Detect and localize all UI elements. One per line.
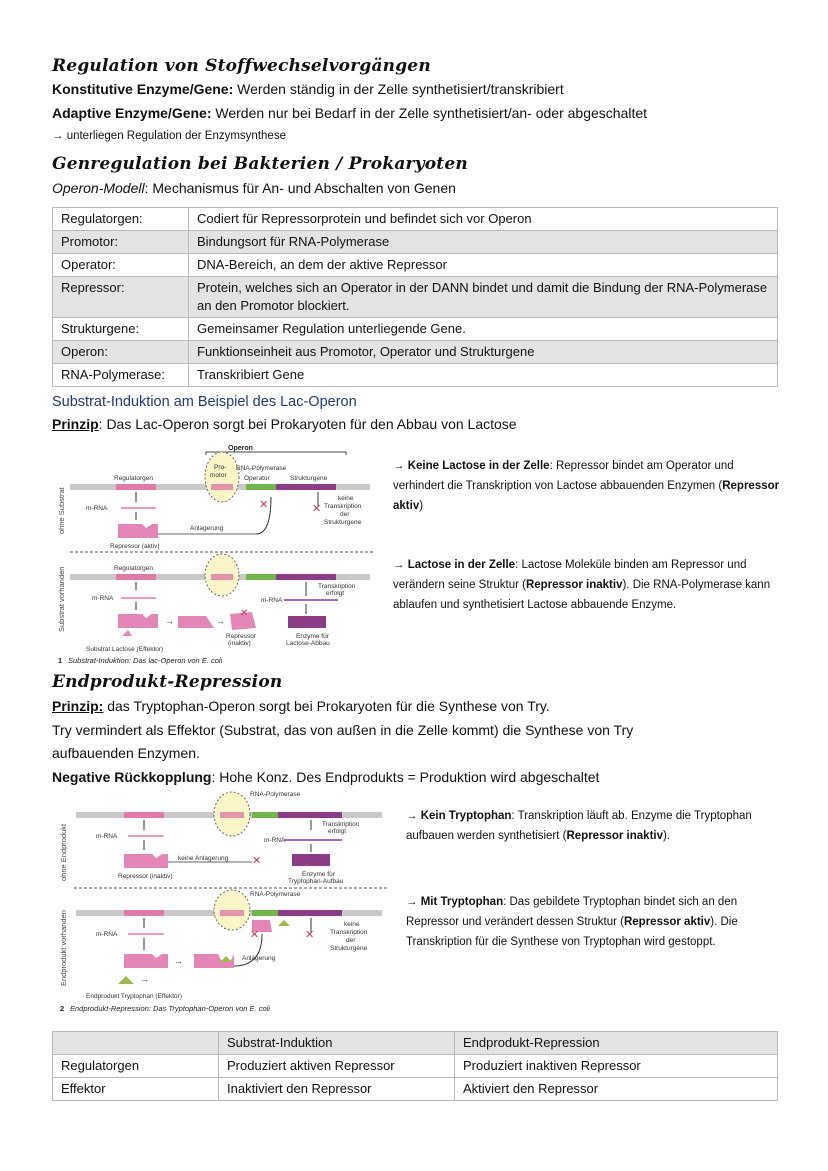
- operon-model-text: : Mechanismus für An- und Abschalten von Genen: [144, 180, 456, 196]
- try-note-2: [406, 892, 786, 952]
- operon-label: Operon: [228, 445, 253, 452]
- comparison-row-label: Effektor: [53, 1078, 219, 1101]
- try-keine-label-b: Transkription: [330, 929, 368, 936]
- transkription-label-b: erfolgt: [326, 590, 345, 597]
- lac-note1-text: : Repressor bindet am Operator und verhindert die Transkription von Lactose abbauenden Enzymen (: [393, 460, 734, 492]
- try-mrna-label-3: m-RNA: [96, 931, 118, 938]
- regulatorgen-segment-2: [116, 574, 156, 580]
- regulatorgen-segment-1: [116, 484, 156, 490]
- repressor-inaktiv-label-a: Repressor: [226, 633, 256, 640]
- try-block-x-icon-1: ✕: [252, 855, 262, 867]
- try-repressor-shape-2: [124, 954, 168, 968]
- definition-term: Operon:: [53, 341, 189, 364]
- keine-label-a: keine: [338, 495, 354, 502]
- try-promotor-segment-1: [220, 812, 244, 818]
- lac-note1-bold: → Keine Lactose in der Zelle: [393, 460, 550, 472]
- operon-model-label: Operon-Modell: [52, 180, 145, 196]
- comparison-cell: Inaktiviert den Repressor: [219, 1078, 455, 1101]
- try-transkription-label-a: Transkription: [322, 821, 360, 828]
- try-operator-segment-1: [252, 812, 278, 818]
- try-enzyme-label-a: Enzyme für: [302, 871, 335, 878]
- comparison-cell: Produziert inaktiven Repressor: [455, 1055, 778, 1078]
- repressor-shape-2: [118, 614, 158, 628]
- mrna-label-2: m-RNA: [92, 595, 114, 602]
- definition-term: Operator:: [53, 254, 189, 277]
- definition-term: Promotor:: [53, 231, 189, 254]
- side-label-ohne-endprodukt: ohne Endprodukt: [59, 823, 68, 881]
- try-enzyme-shape: [292, 854, 330, 866]
- operon-model-line: [52, 179, 456, 197]
- lac-prinzip-text: : Das Lac-Operon sorgt bei Prokaryoten für den Abbau von Lactose: [98, 416, 517, 432]
- comparison-cell: Produziert aktiven Repressor: [219, 1055, 455, 1078]
- substrat-shape: [122, 630, 132, 636]
- repressor-aktiv-shape: [118, 524, 158, 538]
- try-strukturgene-segment-2: [278, 910, 342, 916]
- enzyme-label-b: Lactose-Abbau: [286, 640, 330, 647]
- lac-note1-end: ): [419, 500, 424, 512]
- lac-prinzip-label: Prinzip: [52, 416, 99, 432]
- keine-label-b: Transkription: [324, 503, 362, 510]
- promotor-segment-1: [211, 484, 233, 490]
- definition-term: RNA-Polymerase:: [53, 364, 189, 387]
- konstitutive-text: Werden ständig in der Zelle synthetisiert/transkribiert: [233, 81, 564, 97]
- try-prinzip-text: das Tryptophan-Operon sorgt bei Prokaryoten für die Synthese von Try.: [103, 698, 550, 714]
- try-note2-bold2: Repressor aktiv: [623, 916, 711, 928]
- promotor-label-b: motor: [210, 472, 227, 479]
- definition-text: Transkribiert Gene: [189, 364, 778, 387]
- transkription-label-a: Transkription: [318, 583, 356, 590]
- try-prinzip-line: [52, 697, 550, 715]
- lac-prinzip-line: [52, 415, 517, 433]
- lac-note2-bold2: Repressor inaktiv: [525, 579, 623, 591]
- try-line-3: aufbauenden Enzymen.: [52, 745, 200, 761]
- definition-row: [53, 341, 778, 364]
- definition-text: Protein, welches sich an Operator in der DANN bindet und damit die Bindung der RNA-Polymerase an den Promotor blockiert.: [189, 277, 778, 318]
- arrow-right-2: →: [216, 616, 225, 626]
- figure1-caption-number: 1: [58, 656, 63, 665]
- try-note-1: [406, 806, 786, 846]
- try-note2-bold: → Mit Tryptophan: [406, 896, 504, 908]
- comparison-header-cell: Endprodukt-Repression: [455, 1032, 778, 1055]
- try-regulatorgen-segment-2: [124, 910, 164, 916]
- side-label-substrat-vorhanden: Substrat vorhanden: [57, 566, 66, 632]
- anlagerung-label-1: Anlagerung: [190, 525, 224, 532]
- comparison-header-row: [53, 1032, 778, 1055]
- comparison-row-label: Regulatorgen: [53, 1055, 219, 1078]
- try-keine-label-c: der: [346, 937, 356, 944]
- try-rna-polymerase-label-1: RNA-Polymerase: [250, 791, 301, 798]
- try-arrow-right-1: →: [174, 956, 183, 966]
- regulatorgen-label-1: Regulatorgen: [114, 475, 154, 482]
- lac-note2-text: : Lactose Moleküle binden am Repressor und verändern seine Struktur (: [393, 559, 747, 591]
- definition-row: [53, 364, 778, 387]
- keine-label-d: Strukturgene: [324, 519, 362, 526]
- try-note2-end: ). Die Transkription für die Synthese von Tryptophan wird gestoppt.: [406, 916, 738, 948]
- konstitutive-label: Konstitutive Enzyme/Gene:: [52, 81, 234, 97]
- promotor-segment-2: [211, 574, 233, 580]
- try-tryptophan-shape-2: [118, 976, 134, 984]
- negative-feedback-label: Negative Rückkopplung: [52, 769, 212, 785]
- repressor-inaktiv-label-b: (inaktiv): [228, 640, 251, 647]
- lac-note1-bold2: Repressor aktiv: [393, 480, 780, 512]
- keine-label-c: der: [340, 511, 350, 518]
- arrow-right-1: →: [165, 616, 174, 626]
- repressor-binding-shape: [178, 616, 214, 628]
- try-keine-label-d: Strukturgene: [330, 945, 368, 952]
- substrat-label: Substrat Lactose (Effektor): [86, 646, 164, 653]
- definition-row: [53, 277, 778, 318]
- try-prinzip-label: Prinzip:: [52, 698, 104, 714]
- try-note1-bold2: Repressor inaktiv: [566, 830, 663, 842]
- strukturgene-segment-1: [276, 484, 336, 490]
- try-repressor-inaktiv-label: Repressor (inaktiv): [118, 873, 173, 880]
- side-label-ohne-substrat: ohne Substrat: [57, 487, 66, 534]
- strukturgene-segment-2: [276, 574, 336, 580]
- definition-text: Codiert für Repressorprotein und befindet sich vor Operon: [189, 208, 778, 231]
- enzyme-label-a: Enzyme für: [296, 633, 329, 640]
- konstitutive-line: [52, 80, 564, 98]
- figure2-caption: Endprodukt-Repression: Das Tryptophan-Operon von E. coli: [70, 1004, 270, 1013]
- lac-note-1: [393, 456, 785, 516]
- try-note1-bold: → Kein Tryptophan: [406, 810, 512, 822]
- genregulation-heading: Genregulation bei Bakterien / Prokaryoten: [52, 154, 468, 174]
- mrna-label-3: m-RNA: [261, 597, 283, 604]
- adaptive-text: Werden nur bei Bedarf in der Zelle synthetisiert/an- oder abgeschaltet: [211, 105, 648, 121]
- rna-polymerase-label-1: RNA-Polymerase: [236, 465, 287, 472]
- definition-term: Strukturgene:: [53, 318, 189, 341]
- try-rna-polymerase-label-2: RNA-Polymerase: [250, 891, 301, 898]
- definition-row: [53, 254, 778, 277]
- definition-text: Gemeinsamer Regulation unterliegende Gene.: [189, 318, 778, 341]
- try-mrna-label-1: m-RNA: [96, 833, 118, 840]
- operator-label: Operator: [244, 475, 270, 482]
- definition-text: DNA-Bereich, an dem der aktive Repressor: [189, 254, 778, 277]
- figure1-caption: Substrat-Induktion: Das lac-Operon von E. coli: [68, 656, 223, 665]
- definition-term: Regulatorgen:: [53, 208, 189, 231]
- operator-segment-1: [246, 484, 276, 490]
- comparison-cell: Aktiviert den Repressor: [455, 1078, 778, 1101]
- regulatorgen-label-2: Regulatorgen: [114, 565, 154, 572]
- mrna-label-1: m-RNA: [86, 505, 108, 512]
- try-promotor-segment-2: [220, 910, 244, 916]
- lac-note2-bold: → Lactose in der Zelle: [393, 559, 516, 571]
- try-endprodukt-label: Endprodukt Tryptophan (Effektor): [86, 993, 182, 1000]
- adaptive-label: Adaptive Enzyme/Gene:: [52, 105, 212, 121]
- repressor-aktiv-label: Repressor (aktiv): [110, 543, 160, 550]
- regulation-note: → unterliegen Regulation der Enzymsynthese: [52, 130, 286, 142]
- try-mrna-label-2: m-RNA: [264, 837, 286, 844]
- try-tryptophan-bound: [278, 920, 290, 926]
- try-note1-text: : Transkription läuft ab. Enzyme die Tryptophan aufbauen werden synthetisiert (: [406, 810, 752, 842]
- try-keine-label-a: keine: [344, 921, 360, 928]
- definition-text: Bindungsort für RNA-Polymerase: [189, 231, 778, 254]
- lac-note2-end: ). Die RNA-Polymerase kann ablaufen und synthetisiert Lactose abbauende Enzyme.: [393, 579, 771, 611]
- page-title: Regulation von Stoffwechselvorgängen: [52, 56, 431, 76]
- enzyme-shape-1: [288, 616, 326, 628]
- try-line-2: Try vermindert als Effektor (Substrat, das von außen in die Zelle kommt) die Synthese von Try: [52, 722, 634, 738]
- try-arrow-right-2: →: [140, 974, 149, 984]
- negative-feedback-text: : Hohe Konz. Des Endprodukts = Produktion wird abgeschaltet: [211, 769, 600, 785]
- promotor-label-a: Pro-: [214, 464, 227, 471]
- block-x-icon-1: ✕: [312, 503, 322, 515]
- try-transkription-label-b: erfolgt: [328, 828, 347, 835]
- block-x-icon-2: ✕: [259, 499, 269, 511]
- try-enzyme-label-b: Tryptophan-Aufbau: [288, 878, 344, 885]
- try-anlagerung-label: Anlagerung: [242, 955, 276, 962]
- try-operator-segment-2: [252, 910, 278, 916]
- lac-note-2: [393, 555, 788, 615]
- lac-subheading: Substrat-Induktion am Beispiel des Lac-Operon: [52, 394, 357, 410]
- definition-row: [53, 318, 778, 341]
- comparison-row: [53, 1055, 778, 1078]
- comparison-row: [53, 1078, 778, 1101]
- comparison-header-cell: [53, 1032, 219, 1055]
- definition-row: [53, 208, 778, 231]
- try-block-x-icon-3: ✕: [305, 929, 315, 941]
- definition-text: Funktionseinheit aus Promotor, Operator und Strukturgene: [189, 341, 778, 364]
- endprodukt-heading: Endprodukt-Repression: [52, 672, 283, 692]
- try-keine-anlagerung-label: keine Anlagerung: [178, 855, 229, 862]
- negative-feedback-line: [52, 768, 599, 786]
- comparison-header-cell: Substrat-Induktion: [219, 1032, 455, 1055]
- try-note1-end: ).: [662, 830, 671, 842]
- side-label-endprodukt-vorhanden: Endprodukt vorhanden: [59, 910, 68, 986]
- comparison-table: [52, 1031, 778, 1101]
- try-block-x-icon-2: ✕: [250, 929, 260, 941]
- definition-term: Repressor:: [53, 277, 189, 318]
- try-operon-figure: [56, 786, 392, 1020]
- try-repressor-inaktiv-shape: [124, 854, 168, 868]
- figure2-caption-number: 2: [60, 1004, 65, 1013]
- block-x-icon-3: ✕: [240, 608, 249, 619]
- definitions-table: [52, 207, 778, 387]
- lac-operon-figure: [56, 442, 378, 668]
- operator-segment-2: [246, 574, 276, 580]
- try-note2-text: : Das gebildete Tryptophan bindet sich an den Repressor und verändert dessen Struktur (: [406, 896, 738, 928]
- definition-row: [53, 231, 778, 254]
- try-tryptophan-shape-1: [220, 956, 232, 962]
- adaptive-line: [52, 104, 647, 122]
- try-regulatorgen-segment-1: [124, 812, 164, 818]
- try-strukturgene-segment-1: [278, 812, 342, 818]
- strukturgene-label: Strukturgene: [290, 475, 328, 482]
